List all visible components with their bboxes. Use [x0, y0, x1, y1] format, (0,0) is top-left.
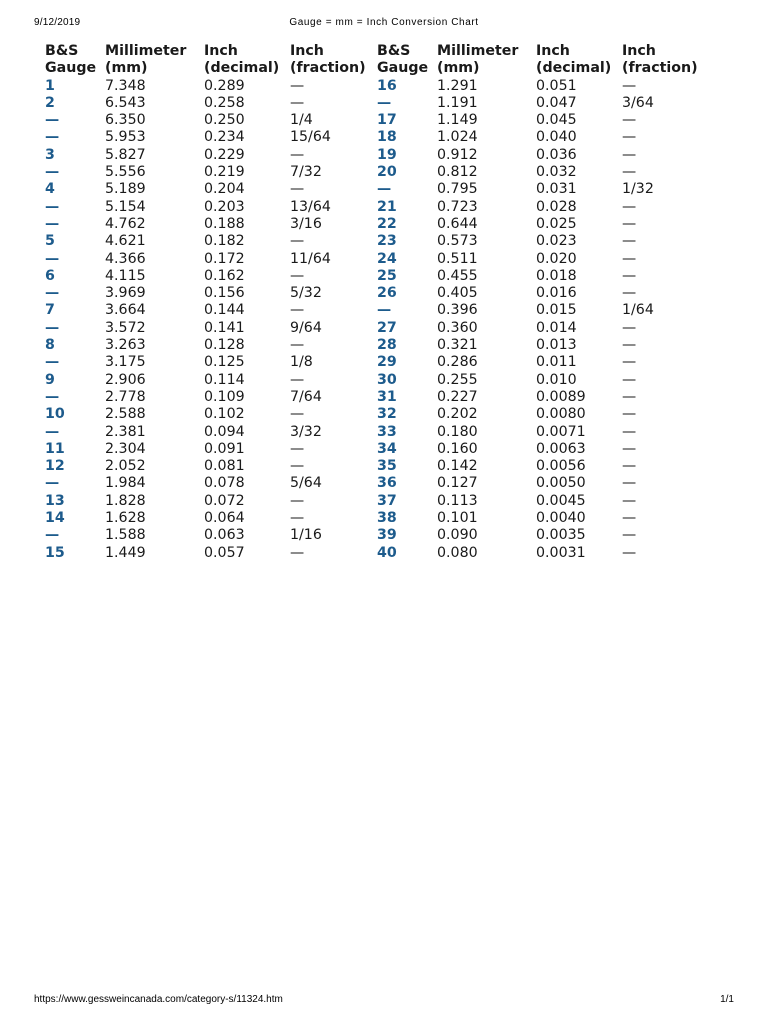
inch-fraction-cell: —: [290, 267, 305, 284]
millimeter-cell: 2.906: [105, 371, 146, 388]
millimeter-cell: 0.511: [437, 250, 478, 267]
millimeter-cell: 1.828: [105, 492, 146, 509]
millimeter-cell: 0.405: [437, 285, 478, 302]
inch-decimal-cell: 0.172: [204, 250, 245, 267]
inch-decimal-cell: 0.182: [204, 233, 245, 250]
millimeter-cell: 2.588: [105, 406, 146, 423]
millimeter-cell: 5.827: [105, 146, 146, 163]
millimeter-cell: 4.762: [105, 215, 146, 232]
millimeter-cell: 0.396: [437, 302, 478, 319]
gauge-cell: 30: [377, 371, 397, 388]
inch-decimal-cell: 0.023: [536, 233, 577, 250]
table-row: [45, 320, 702, 337]
gauge-cell: 28: [377, 337, 397, 354]
millimeter-cell: 1.291: [437, 77, 478, 94]
inch-fraction-cell: —: [290, 371, 305, 388]
gauge-cell: —: [45, 527, 60, 544]
gauge-cell: 11: [45, 440, 65, 457]
inch-fraction-cell: —: [290, 510, 305, 527]
gauge-cell: 8: [45, 337, 55, 354]
millimeter-cell: 5.154: [105, 198, 146, 215]
millimeter-cell: 1.024: [437, 129, 478, 146]
gauge-cell: 27: [377, 319, 397, 336]
gauge-cell: —: [45, 354, 60, 371]
inch-decimal-cell: 0.064: [204, 510, 245, 527]
inch-decimal-cell: 0.0045: [536, 492, 586, 509]
gauge-cell: 16: [377, 77, 397, 94]
millimeter-cell: 0.286: [437, 354, 478, 371]
gauge-cell: 29: [377, 354, 397, 371]
gauge-cell: 15: [45, 544, 65, 561]
inch-fraction-cell: —: [290, 458, 305, 475]
inch-fraction-cell: —: [622, 544, 637, 561]
millimeter-cell: 0.090: [437, 527, 478, 544]
table-row: [45, 354, 702, 371]
inch-fraction-cell: —: [622, 492, 637, 509]
table-row: [45, 441, 702, 458]
inch-decimal-cell: 0.020: [536, 250, 577, 267]
inch-fraction-cell: —: [622, 458, 637, 475]
inch-decimal-cell: 0.203: [204, 198, 245, 215]
inch-fraction-cell: 5/32: [290, 285, 322, 302]
gauge-cell: 6: [45, 267, 55, 284]
inch-decimal-cell: 0.051: [536, 77, 577, 94]
inch-fraction-cell: —: [622, 388, 637, 405]
gauge-cell: —: [45, 285, 60, 302]
table-row: [45, 181, 702, 198]
table-row: [45, 129, 702, 146]
inch-fraction-cell: 9/64: [290, 319, 322, 336]
millimeter-cell: 0.180: [437, 423, 478, 440]
millimeter-cell: 0.202: [437, 406, 478, 423]
gauge-cell: 38: [377, 510, 397, 527]
inch-fraction-cell: —: [622, 527, 637, 544]
inch-decimal-cell: 0.047: [536, 94, 577, 111]
inch-fraction-cell: 3/32: [290, 423, 322, 440]
inch-decimal-cell: 0.109: [204, 388, 245, 405]
inch-decimal-cell: 0.063: [204, 527, 245, 544]
page-title: Gauge = mm = Inch Conversion Chart: [289, 17, 479, 28]
inch-fraction-cell: —: [622, 510, 637, 527]
inch-decimal-cell: 0.0031: [536, 544, 586, 561]
gauge-cell: —: [45, 388, 60, 405]
millimeter-cell: 0.080: [437, 544, 478, 561]
table-row: [45, 389, 702, 406]
inch-fraction-cell: 11/64: [290, 250, 331, 267]
table-row: [45, 164, 702, 181]
millimeter-cell: 6.543: [105, 94, 146, 111]
gauge-cell: 2: [45, 94, 55, 111]
gauge-cell: 1: [45, 77, 55, 94]
millimeter-cell: 0.227: [437, 388, 478, 405]
inch-decimal-cell: 0.011: [536, 354, 577, 371]
millimeter-cell: 6.350: [105, 112, 146, 129]
millimeter-cell: 1.149: [437, 112, 478, 129]
table-row: [45, 95, 702, 112]
inch-decimal-cell: 0.057: [204, 544, 245, 561]
gauge-cell: 39: [377, 527, 397, 544]
inch-decimal-cell: 0.125: [204, 354, 245, 371]
gauge-cell: —: [45, 112, 60, 129]
inch-fraction-cell: —: [622, 406, 637, 423]
table-row: [45, 406, 702, 423]
inch-fraction-cell: —: [290, 440, 305, 457]
millimeter-cell: 7.348: [105, 77, 146, 94]
gauge-cell: —: [377, 94, 392, 111]
inch-decimal-cell: 0.250: [204, 112, 245, 129]
header-gauge: B&S Gauge: [45, 43, 97, 77]
gauge-cell: —: [45, 164, 60, 181]
inch-fraction-cell: 15/64: [290, 129, 331, 146]
millimeter-cell: 1.449: [105, 544, 146, 561]
page-number: 1/1: [720, 994, 734, 1005]
table-row: [45, 475, 702, 492]
inch-decimal-cell: 0.219: [204, 164, 245, 181]
millimeter-cell: 0.255: [437, 371, 478, 388]
inch-decimal-cell: 0.141: [204, 319, 245, 336]
inch-decimal-cell: 0.010: [536, 371, 577, 388]
table-row: [45, 510, 702, 527]
header-millimeter: Millimeter (mm): [105, 43, 187, 77]
gauge-cell: 19: [377, 146, 397, 163]
gauge-cell: 32: [377, 406, 397, 423]
inch-decimal-cell: 0.045: [536, 112, 577, 129]
inch-fraction-cell: 1/16: [290, 527, 322, 544]
millimeter-cell: 0.360: [437, 319, 478, 336]
gauge-cell: 34: [377, 440, 397, 457]
inch-fraction-cell: 1/64: [622, 302, 654, 319]
gauge-cell: 31: [377, 388, 397, 405]
gauge-cell: 23: [377, 233, 397, 250]
table-row: [45, 147, 702, 164]
gauge-cell: 5: [45, 233, 55, 250]
inch-decimal-cell: 0.0040: [536, 510, 586, 527]
gauge-cell: —: [45, 319, 60, 336]
inch-decimal-cell: 0.091: [204, 440, 245, 457]
inch-fraction-cell: —: [622, 371, 637, 388]
gauge-cell: 17: [377, 112, 397, 129]
millimeter-cell: 0.912: [437, 146, 478, 163]
table-row: [45, 493, 702, 510]
inch-fraction-cell: —: [622, 250, 637, 267]
millimeter-cell: 0.812: [437, 164, 478, 181]
inch-fraction-cell: —: [622, 233, 637, 250]
gauge-cell: —: [377, 181, 392, 198]
millimeter-cell: 0.573: [437, 233, 478, 250]
gauge-cell: —: [45, 423, 60, 440]
millimeter-cell: 3.263: [105, 337, 146, 354]
inch-fraction-cell: —: [622, 77, 637, 94]
millimeter-cell: 1.984: [105, 475, 146, 492]
inch-decimal-cell: 0.144: [204, 302, 245, 319]
inch-decimal-cell: 0.114: [204, 371, 245, 388]
inch-decimal-cell: 0.128: [204, 337, 245, 354]
inch-decimal-cell: 0.229: [204, 146, 245, 163]
inch-fraction-cell: —: [622, 112, 637, 129]
gauge-cell: 35: [377, 458, 397, 475]
millimeter-cell: 0.142: [437, 458, 478, 475]
inch-fraction-cell: —: [290, 94, 305, 111]
millimeter-cell: 4.115: [105, 267, 146, 284]
inch-fraction-cell: —: [290, 406, 305, 423]
millimeter-cell: 3.664: [105, 302, 146, 319]
gauge-cell: 25: [377, 267, 397, 284]
inch-decimal-cell: 0.013: [536, 337, 577, 354]
inch-decimal-cell: 0.031: [536, 181, 577, 198]
header-inch-fraction: Inch (fraction): [622, 43, 698, 77]
inch-fraction-cell: 3/64: [622, 94, 654, 111]
millimeter-cell: 1.588: [105, 527, 146, 544]
millimeter-cell: 5.953: [105, 129, 146, 146]
inch-fraction-cell: —: [290, 337, 305, 354]
gauge-cell: 24: [377, 250, 397, 267]
header-millimeter: Millimeter (mm): [437, 43, 519, 77]
inch-fraction-cell: —: [622, 267, 637, 284]
inch-decimal-cell: 0.289: [204, 77, 245, 94]
table-row: [45, 527, 702, 544]
gauge-cell: 3: [45, 146, 55, 163]
inch-decimal-cell: 0.072: [204, 492, 245, 509]
inch-decimal-cell: 0.0089: [536, 388, 586, 405]
inch-fraction-cell: 13/64: [290, 198, 331, 215]
inch-fraction-cell: 1/4: [290, 112, 313, 129]
table-row: [45, 458, 702, 475]
inch-decimal-cell: 0.081: [204, 458, 245, 475]
gauge-cell: 21: [377, 198, 397, 215]
table-row: [45, 216, 702, 233]
inch-fraction-cell: 7/64: [290, 388, 322, 405]
gauge-cell: 36: [377, 475, 397, 492]
millimeter-cell: 4.366: [105, 250, 146, 267]
millimeter-cell: 0.101: [437, 510, 478, 527]
table-row: [45, 372, 702, 389]
inch-fraction-cell: —: [622, 164, 637, 181]
gauge-cell: 12: [45, 458, 65, 475]
inch-decimal-cell: 0.036: [536, 146, 577, 163]
inch-fraction-cell: —: [622, 198, 637, 215]
table-row: [45, 285, 702, 302]
table-row: [45, 112, 702, 129]
inch-decimal-cell: 0.0050: [536, 475, 586, 492]
inch-decimal-cell: 0.156: [204, 285, 245, 302]
gauge-cell: —: [45, 475, 60, 492]
inch-fraction-cell: —: [290, 233, 305, 250]
gauge-cell: 33: [377, 423, 397, 440]
millimeter-cell: 3.969: [105, 285, 146, 302]
millimeter-cell: 0.113: [437, 492, 478, 509]
header-inch-decimal: Inch (decimal): [204, 43, 280, 77]
inch-decimal-cell: 0.040: [536, 129, 577, 146]
inch-decimal-cell: 0.102: [204, 406, 245, 423]
conversion-table: [45, 43, 702, 562]
gauge-cell: —: [45, 198, 60, 215]
millimeter-cell: 3.572: [105, 319, 146, 336]
inch-fraction-cell: 7/32: [290, 164, 322, 181]
gauge-cell: —: [377, 302, 392, 319]
gauge-cell: 18: [377, 129, 397, 146]
inch-decimal-cell: 0.018: [536, 267, 577, 284]
gauge-cell: 4: [45, 181, 55, 198]
inch-fraction-cell: —: [622, 319, 637, 336]
table-row: [45, 233, 702, 250]
millimeter-cell: 0.127: [437, 475, 478, 492]
inch-decimal-cell: 0.258: [204, 94, 245, 111]
gauge-cell: 22: [377, 215, 397, 232]
table-row: [45, 302, 702, 319]
inch-fraction-cell: —: [290, 146, 305, 163]
inch-fraction-cell: —: [290, 77, 305, 94]
inch-fraction-cell: —: [622, 129, 637, 146]
header-inch-decimal: Inch (decimal): [536, 43, 612, 77]
inch-fraction-cell: —: [622, 146, 637, 163]
inch-decimal-cell: 0.162: [204, 267, 245, 284]
inch-fraction-cell: —: [622, 285, 637, 302]
table-row: [45, 78, 702, 95]
inch-fraction-cell: 3/16: [290, 215, 322, 232]
inch-decimal-cell: 0.032: [536, 164, 577, 181]
millimeter-cell: 0.160: [437, 440, 478, 457]
inch-decimal-cell: 0.078: [204, 475, 245, 492]
millimeter-cell: 0.455: [437, 267, 478, 284]
inch-fraction-cell: —: [622, 440, 637, 457]
millimeter-cell: 2.304: [105, 440, 146, 457]
inch-decimal-cell: 0.204: [204, 181, 245, 198]
source-url: https://www.gessweincanada.com/category-s/11324.htm: [34, 994, 283, 1005]
millimeter-cell: 2.052: [105, 458, 146, 475]
table-row: [45, 251, 702, 268]
inch-decimal-cell: 0.188: [204, 215, 245, 232]
inch-decimal-cell: 0.0056: [536, 458, 586, 475]
inch-decimal-cell: 0.0063: [536, 440, 586, 457]
inch-decimal-cell: 0.0035: [536, 527, 586, 544]
gauge-cell: —: [45, 215, 60, 232]
inch-fraction-cell: 1/32: [622, 181, 654, 198]
inch-fraction-cell: 5/64: [290, 475, 322, 492]
gauge-cell: 9: [45, 371, 55, 388]
inch-fraction-cell: —: [290, 302, 305, 319]
print-date: 9/12/2019: [34, 17, 81, 28]
inch-fraction-cell: —: [622, 215, 637, 232]
inch-decimal-cell: 0.015: [536, 302, 577, 319]
inch-fraction-cell: —: [622, 423, 637, 440]
gauge-cell: —: [45, 129, 60, 146]
header-row: [45, 43, 702, 78]
inch-decimal-cell: 0.025: [536, 215, 577, 232]
inch-fraction-cell: —: [290, 181, 305, 198]
millimeter-cell: 0.644: [437, 215, 478, 232]
table-row: [45, 337, 702, 354]
table-row: [45, 545, 702, 562]
gauge-cell: 14: [45, 510, 65, 527]
header-inch-fraction: Inch (fraction): [290, 43, 366, 77]
inch-fraction-cell: —: [290, 492, 305, 509]
gauge-cell: 40: [377, 544, 397, 561]
millimeter-cell: 2.778: [105, 388, 146, 405]
millimeter-cell: 5.556: [105, 164, 146, 181]
gauge-cell: 26: [377, 285, 397, 302]
inch-fraction-cell: —: [622, 475, 637, 492]
millimeter-cell: 2.381: [105, 423, 146, 440]
millimeter-cell: 0.795: [437, 181, 478, 198]
inch-decimal-cell: 0.234: [204, 129, 245, 146]
millimeter-cell: 5.189: [105, 181, 146, 198]
millimeter-cell: 3.175: [105, 354, 146, 371]
inch-fraction-cell: —: [290, 544, 305, 561]
gauge-cell: —: [45, 250, 60, 267]
inch-decimal-cell: 0.0080: [536, 406, 586, 423]
inch-decimal-cell: 0.0071: [536, 423, 586, 440]
gauge-cell: 20: [377, 164, 397, 181]
table-body: [45, 78, 702, 562]
millimeter-cell: 4.621: [105, 233, 146, 250]
inch-fraction-cell: 1/8: [290, 354, 313, 371]
gauge-cell: 7: [45, 302, 55, 319]
millimeter-cell: 1.191: [437, 94, 478, 111]
inch-decimal-cell: 0.094: [204, 423, 245, 440]
gauge-cell: 10: [45, 406, 65, 423]
millimeter-cell: 1.628: [105, 510, 146, 527]
inch-decimal-cell: 0.028: [536, 198, 577, 215]
inch-fraction-cell: —: [622, 337, 637, 354]
header-gauge: B&S Gauge: [377, 43, 429, 77]
gauge-cell: 37: [377, 492, 397, 509]
inch-decimal-cell: 0.016: [536, 285, 577, 302]
table-row: [45, 424, 702, 441]
inch-fraction-cell: —: [622, 354, 637, 371]
inch-decimal-cell: 0.014: [536, 319, 577, 336]
millimeter-cell: 0.723: [437, 198, 478, 215]
table-row: [45, 268, 702, 285]
millimeter-cell: 0.321: [437, 337, 478, 354]
gauge-cell: 13: [45, 492, 65, 509]
table-row: [45, 199, 702, 216]
